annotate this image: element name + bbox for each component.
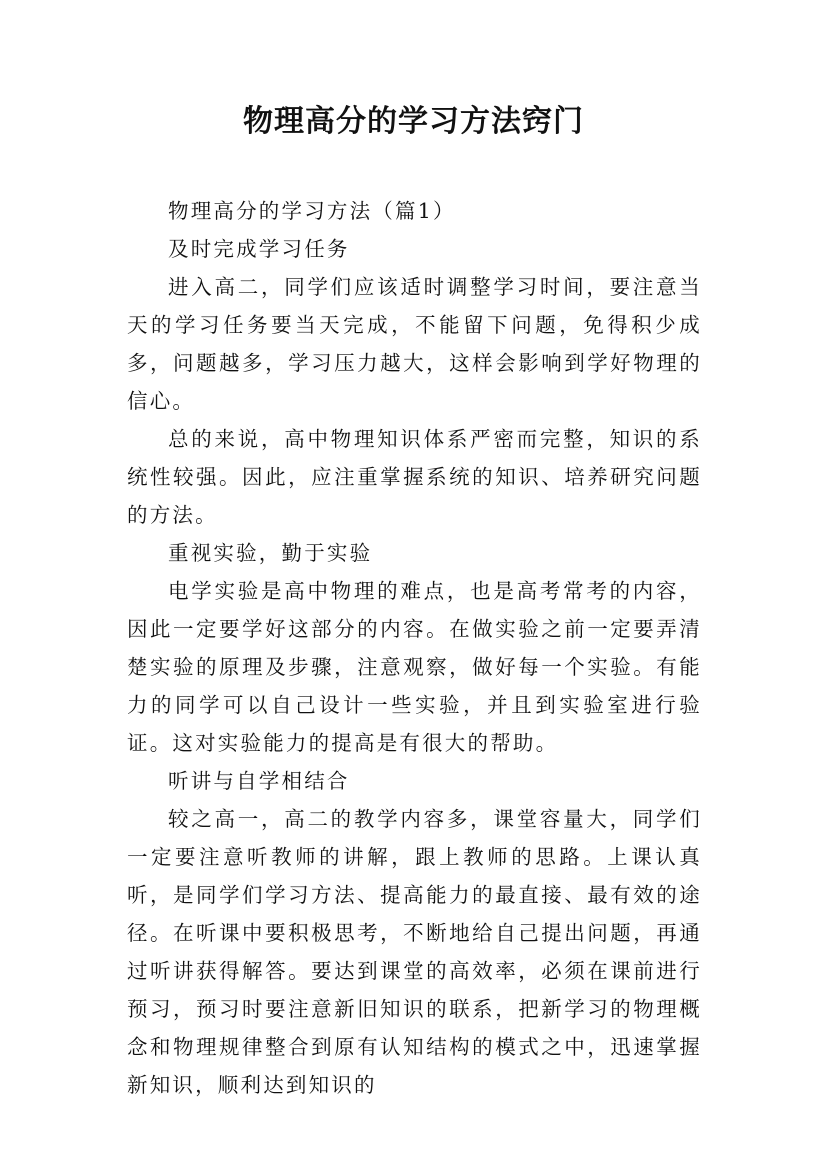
document-body [127, 192, 702, 1104]
subheading-timely-completion: 及时完成学习任务 [168, 237, 350, 261]
document-title: 物理高分的学习方法窍门 [243, 104, 584, 139]
subheading-experiments: 重视实验，勤于实验 [168, 541, 373, 565]
body-paragraph: 较之高一，高二的教学内容多，课堂容量大，同学们一定要注意听教师的讲解，跟上教师的思路。上课认真听，是同学们学习方法、提高能力的最直接、最有效的途径。在听课中要积极思考，不断地给自己提出问题，再通过听讲获得解答。要达到课堂的高效率，必须在课前进行预习，预习时要注意新旧知识的联系，把新学习的物理概念和物理规律整合到原有认知结构的模式之中，迅速掌握新知识，顺利达到知识的 [127, 807, 702, 1097]
subheading-listening-self-study: 听讲与自学相结合 [168, 769, 350, 793]
body-paragraph: 进入高二，同学们应该适时调整学习时间，要注意当天的学习任务要当天完成，不能留下问题，免得积少成多，问题越多，学习压力越大，这样会影响到学好物理的信心。 [127, 275, 702, 413]
body-paragraph: 总的来说，高中物理知识体系严密而完整，知识的系统性较强。因此，应注重掌握系统的知识、培养研究问题的方法。 [127, 427, 702, 527]
body-paragraph: 电学实验是高中物理的难点，也是高考常考的内容，因此一定要学好这部分的内容。在做实验之前一定要弄清楚实验的原理及步骤，注意观察，做好每一个实验。有能力的同学可以自己设计一些实验，并且到实验室进行验证。这对实验能力的提高是有很大的帮助。 [127, 579, 702, 755]
section-heading: 物理高分的学习方法（篇1） [168, 199, 456, 223]
